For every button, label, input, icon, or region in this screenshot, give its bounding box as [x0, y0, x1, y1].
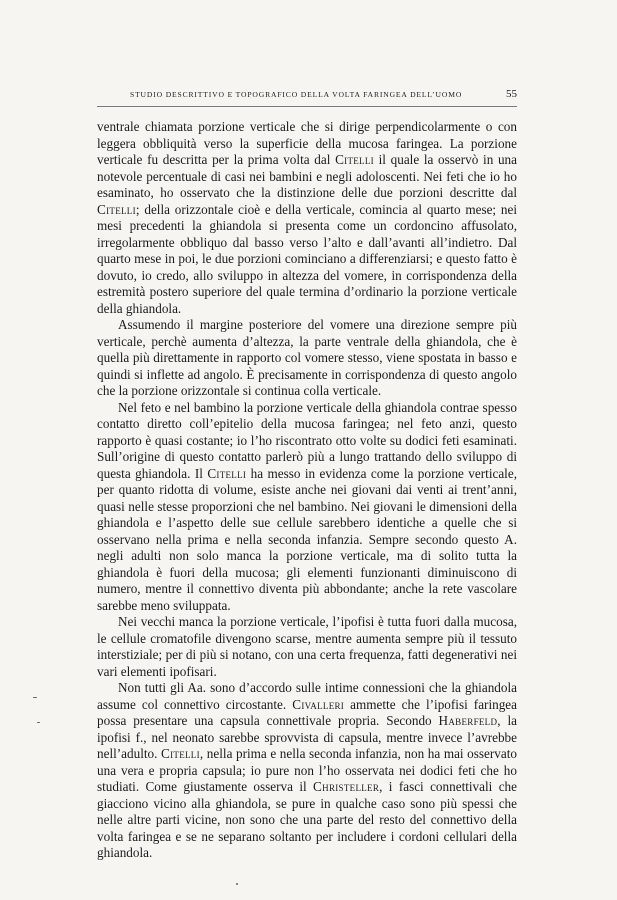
running-title: STUDIO DESCRITTIVO E TOPOGRAFICO DELLA VOLTA FARINGEA DELL’UOMO	[130, 90, 463, 99]
header-rule	[97, 106, 517, 107]
author-name: Citelli	[207, 465, 247, 481]
text-run: ; della orizzontale cioè e della verticale, comincia al quarto mese; nei mesi precedenti la ghiandola si presenta come un cordoncino affusolato, irregolarmente obbliquo dal basso verso l’alto e dall’avanti all’indietro. Dal quarto mese in poi, le due porzioni cominciano a differenziarsi; e questo fatto è dovuto, io credo, allo sviluppo in altezza del vomere, in corrispondenza della estremità postero superiore del quale termina d’ordinario la porzione verticale della ghiandola.	[97, 201, 517, 316]
author-name: Citelli	[97, 201, 136, 217]
paragraph	[97, 119, 517, 317]
text-run: ventrale chiamata porzione verticale che si dirige perpendicolarmente o con leggera obbliquità verso la superficie della mucosa faringea. La porzione verticale fu descritta per la prima volta dal	[97, 119, 517, 167]
paragraph	[97, 680, 517, 862]
author-name: Christeller	[313, 779, 380, 794]
text-run: , la ipofisi f., nel neonato sarebbe sprovvista di capsula, mentre invece l’avrebbe nell’adulto.	[97, 713, 517, 761]
text-run: , nella prima e nella seconda infanzia, non ha mai osservato una vera e propria capsula; io pure non l’ho osservata nei dodici feti che ho studiati. Come giustamente osserva il	[97, 746, 517, 794]
text-run: Assumendo il margine posteriore del vomere una direzione sempre più verticale, perchè aumenta d’altezza, la parte ventrale della ghiandola, che è quella più direttamente in rapporto col vomere stesso, viene spostata in basso e quindi si inflette ad angolo. È precisamente in corrispondenza di questo angolo che la porzione orizzontale si continua colla verticale.	[97, 317, 517, 398]
text-run: ha messo in evidenza come la porzione verticale, per quanto ridotta di volume, esiste anche nei giovani dai venti ai trent’anni, quasi nelle stesse proporzioni che nel bambino. Nei giovani le dimensioni della ghiandola e l’aspetto delle sue cellule sarebbero identiche a quelle che si osservano nella prima e nella seconda infanzia. Sempre secondo questo A. negli adulti non solo manca la porzione verticale, ma di solito tutta la ghiandola è fuori della mucosa; gli elementi funzionanti diminuiscono di numero, mentre il connettivo diventa più abbondante; anche la rete vascolare sarebbe meno sviluppata.	[97, 465, 517, 613]
text-run: Nei vecchi manca la porzione verticale, l’ipofisi è tutta fuori dalla mucosa, le cellule cromatofile divengono scarse, mentre aumenta sempre più il tessuto interstiziale; per di più si notano, con una certa frequenza, fatti degenerativi nei vari elementi ipofisari.	[97, 614, 517, 679]
author-name: Civalleri	[292, 696, 345, 712]
scan-speck	[236, 883, 238, 885]
body-text	[97, 119, 517, 862]
text-run: il quale la osservò in una notevole percentuale di casi nei bambini e negli adoloscenti. Nei feti che io ho esaminato, ho osservato che la distinzione delle due porzioni descritte dal	[97, 152, 518, 200]
author-name: Citelli	[161, 746, 200, 761]
text-run: Non tutti gli Aa. sono d’accordo sulle intime connessioni che la ghiandola assume col connettivo circostante.	[97, 680, 517, 712]
author-name: Haberfeld	[438, 713, 498, 728]
text-run: , i fasci connettivali che giacciono vicino alla ghiandola, se pure in qualche caso sono più spessi che nelle altre parti vicine, non sono che una parte del resto del connettivo della volta faringea e se ne separano soltanto per includere i cordoni cellulari della ghiandola.	[97, 779, 517, 860]
scan-speck	[33, 697, 37, 698]
paragraph	[97, 400, 517, 615]
paragraph	[97, 614, 517, 680]
text-run: Nel feto e nel bambino la porzione verticale della ghiandola contrae spesso contatto diretto coll’epitelio della mucosa faringea; nel feto anzi, questo rapporto è quasi costante; io l’ho riscontrato otto volte su dodici feti esaminati. Sull’origine di questo contatto parlerò più a lungo trattando dello sviluppo di questa ghiandola. Il	[97, 399, 517, 481]
running-header	[97, 90, 517, 104]
author-name: Citelli	[335, 152, 374, 167]
page-number: 55	[506, 88, 517, 100]
text-run: ammette che l’ipofisi faringea possa presentare una capsula connettivale propria. Secondo	[97, 696, 517, 728]
paragraph	[97, 317, 517, 400]
scan-speck	[37, 722, 40, 723]
